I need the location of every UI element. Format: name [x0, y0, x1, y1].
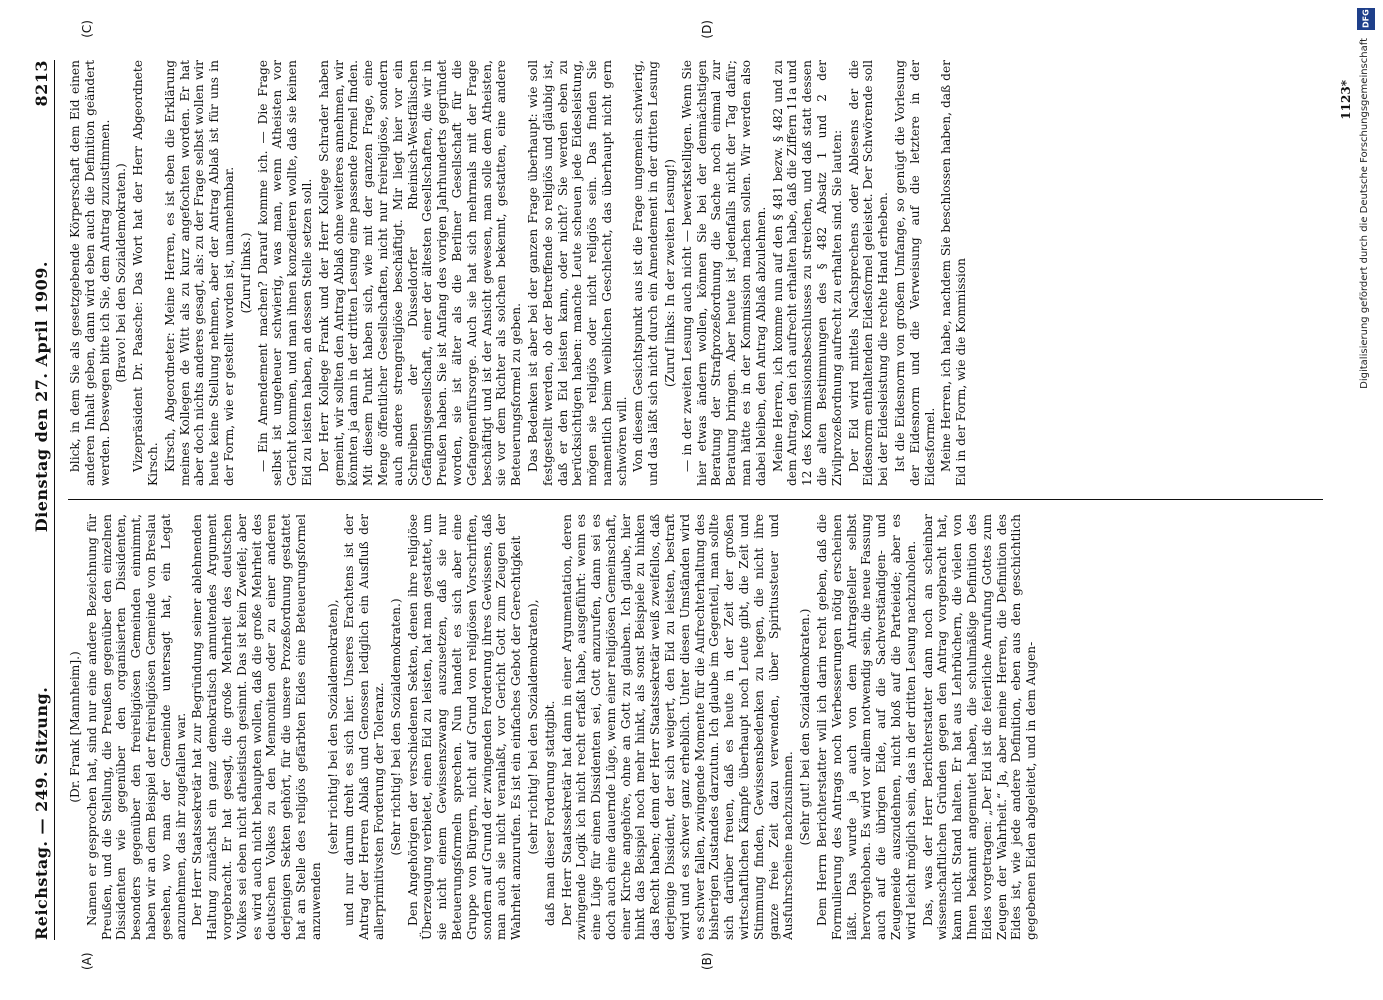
page-header: [28, 60, 55, 940]
dfg-notice: [1357, 8, 1375, 993]
paragraph: Vizepräsident Dr. Paasche: Das Wort hat der Herr Abgeordnete Kirsch.: [131, 60, 160, 486]
header-date: Dienstag den 27. April 1909.: [31, 261, 51, 533]
text-columns: [68, 60, 1323, 940]
paragraph: (Sehr gut! bei den Sozialdemokraten.): [798, 608, 813, 846]
dfg-note: Digitalisierung gefördert durch die Deutsche Forschungsgemeinschaft: [1359, 38, 1370, 389]
signature-mark: 1123*: [1339, 80, 1353, 120]
paragraph: Dem Herrn Berichterstatter will ich darin recht geben, daß die Formulierung des Antrags noch Verbesserungen nötig erscheinen läßt. Das wurde ja auch von dem Antragsteller selbst hervorgehoben. Es wird vor allem notwendig sein, die neue Fassung auch auf die übrigen Eide, auf die Sachverständigen- und Zeugeneide auszudehnen, nicht bloß auf die Parteieide; aber es wird leicht möglich sein, das in der dritten Lesung nachzuholen.: [815, 514, 918, 940]
right-column: [68, 60, 1323, 486]
paragraph: Der Herr Kollege Frank und der Herr Kollege Schrader haben gemeint, wir sollten den Antrag Ablaß ohne weiteres annehmen, wir könnten ja dann in der dritten Lesung eine passende Formel finden. Mit diesem Punkt haben sich, wie mit der ganzen Frage, eine Menge öffentlicher Gesellschaften, nicht nur freireligiöse, sondern auch andere strengreligiöse beschäftigt. Mir liegt hier vor ein Schreiben der Düsseldorfer Rheinisch-Westfälischen Gefängnisgesellschaft, einer der ältesten Gesellschaften, die wir in Preußen haben. Sie ist Anfang des vorigen Jahrhunderts gegründet worden, sie ist älter als die Berliner Gesellschaft für die Gefangenenfürsorge. Auch sie hat sich mehrmals mit der Frage beschäftigt und ist der Ansicht gewesen, man solle dem Atheisten, sie vor dem Richter als solchen bekennt, gestatten, eine andere Beteuerungsformel zu geben.: [316, 60, 524, 486]
left-column: [68, 514, 1323, 940]
paragraph: Ist die Eidesnorm von großem Umfange, so genügt die Vorlesung der Eidesnorm und die Verweisung auf die letztere in der Eidesformel.: [893, 60, 937, 486]
paragraph: blick, in dem Sie als gesetzgebende Körperschaft dem Eid einen anderen Inhalt geben, dann wird eben auch die Definition geändert werden. Deswegen bitte ich Sie, dem Antrag zuzustimmen.: [68, 60, 112, 486]
paragraph: Kirsch, Abgeordneter: Meine Herren, es ist eben die Erklärung meines Kollegen de Witt als zu kurz angefochten worden. Er hat aber doch nichts anderes gesagt, als: zu der Frage selbst wollen wir heute keine Stellung nehmen, aber der Antrag Ablaß ist für uns in der Form, wie er gestellt worden ist, unannehmbar.: [162, 60, 236, 486]
paragraph: und nur darum dreht es sich hier. Unseres Erachtens ist der Antrag der Herren Ablaß und Genossen lediglich ein Ausfluß der allerprimitivsten Forderung der Toleranz.: [342, 514, 386, 940]
paragraph: (sehr richtig! bei den Sozialdemokraten),: [525, 599, 540, 855]
paragraph: Meine Herren, ich komme nun auf den § 481 bezw. § 482 und zu dem Antrag, den ich aufrecht erhalten habe, daß die Ziffern 11a und 12 des Kommissionsbeschlusses zu streichen, und daß statt dessen die alten Bestimmungen des § 482 Absatz 1 und 2 der Zivilprozeßordnung aufrecht zu erhalten sind. Sie lauten:: [770, 60, 844, 486]
paragraph: (Zuruf links: In der zweiten Lesung!): [663, 158, 678, 388]
paragraph: Meine Herren, ich habe, nachdem Sie beschlossen haben, daß der Eid in der Form, wie die Kommission: [939, 60, 969, 486]
paragraph: (Zuruf links.): [238, 232, 253, 314]
margin-mark-c: (C): [80, 20, 94, 38]
paragraph: Namen er gesprochen hat, sind nur eine andere Bezeichnung für Preußen, und die Stellung, die Preußen gegenüber den einzelnen Dissidenten wie gegenüber den organisierten Dissidenten, besonders gegenüber den freireligiösen Gemeinden einnimmt, haben wir an dem Beispiel der freireligiösen Gemeinde von Breslau gesehen, wo man der Gemeinde untersagt hat, ein Legat anzunehmen, das ihr zugefallen war.: [84, 514, 188, 940]
header-left: Reichstag. — 249. Sitzung.: [31, 686, 51, 940]
paragraph: Das Bedenken ist aber bei der ganzen Frage überhaupt: wie soll festgestellt werden, ob der Betreffende so religiös und gläubig ist, daß er den Eid leisten kann, oder nicht? Sie werden eben zu berücksichtigen haben: manche Leute scheuen jede Eidesleistung, mögen sie religiös oder nicht religiös sein. Das finden Sie namentlich beim weiblichen Geschlecht, das überhaupt nicht gern schwören will.: [525, 60, 629, 486]
paragraph: — Ein Amendement machen? Darauf komme ich. — Die Frage selbst ist ungeheuer schwierig, was man, wenn Atheisten vor Gericht kommen, und man ihnen konzedieren wollte, daß sie keinen Eid zu leisten haben, an dessen Stelle setzen soll.: [255, 60, 314, 486]
paragraph: (Dr. Frank [Mannheim].): [68, 651, 82, 803]
margin-mark-d: (D): [700, 20, 714, 39]
paragraph: — in der zweiten Lesung auch nicht — bewerkstelligen. Wenn Sie hier etwas ändern wollen, können Sie bei der demnächstigen Beratung der Strafprozeßordnung die Sache noch einmal zur Beratung bringen. Aber heute ist jedenfalls nicht der Tag dafür; man hätte es in der Kommission machen sollen. Wir werden also dabei bleiben, den Antrag Ablaß abzulehnen.: [679, 60, 768, 486]
paragraph: Der Herr Staatssekretär hat zur Begründung seiner ablehnenden Haltung zunächst ein ganz demokratisch anmutendes Argument vorgebracht. Er hat gesagt, die große Mehrheit des deutschen Volkes sei eben nicht atheistisch gesinnt. Das ist kein Zweifel; aber es wird auch nicht behaupten wollen, daß die große Mehrheit des deutschen Volkes zu den Mennoniten oder zu einer anderen derjenigen Sekten gehört, für die unsere Prozeßordnung gestattet hat an Stelle des religiös gefärbten Eides eine Beteuerungsformel anzuwenden: [190, 514, 323, 940]
paragraph: Der Eid wird mittels Nachsprechens oder Ablesens der die Eidesnorm enthaltenden Eidesformel geleistet. Der Schwörende soll bei der Eidesleistung die rechte Hand erheben.: [846, 60, 891, 486]
margin-mark-a: (A): [80, 952, 94, 970]
margin-mark-b: (B): [700, 952, 714, 970]
page-number: 8213: [31, 60, 51, 107]
paragraph: Das, was der Herr Berichterstatter dann noch an scheinbar wissenschaftlichen Gründen gegen den Antrag vorgebracht hat, kann nicht Stand halten. Er hat aus Lehrbüchern, die vielen von Ihnen bekannt angemutet haben, die schulmäßige Definition des Eides vorgetragen: „Der Eid ist die feierliche Anrufung Gottes zum Zeugen der Wahrheit.“ Ja, aber meine Herren, die Definition des Eides ist, wie jede andere Definition, eben aus den geschichtlich gegebenen Eiden abgeleitet, und in dem Augen-: [920, 514, 1039, 940]
paragraph: daß man dieser Forderung stattgibt.: [542, 700, 557, 926]
paragraph: Der Herr Staatssekretär hat dann in einer Argumentation, deren zwingende Logik ich nicht recht erfaßt habe, ausgeführt: wenn es eine Lüge für einen Dissidenten sei, Gott anzurufen, dann sei es doch auch eine dauernde Lüge, wenn einer religiösen Gemeinschaft, einer Kirche angehöre, ohne an Gott zu glauben. Ich glaube, hier hinkt das Beispiel noch mehr hinkt, als sonst Beispiele zu hinken das Recht haben; denn der Herr Staatssekretär weiß zweifellos, daß derjenige Dissident, der sich weigert, den Eid zu leisten, bestraft wird und es schwer ganz erheblich. Unter diesen Umständen wird es schwer fallen, zwingende Momente für die Aufrechterhaltung des bisherigen Zustandes darzutun. Ich glaube im Gegenteil, man sollte sich darüber freuen, daß es heute in der Zeit der großen wirtschaftlichen Kämpfe überhaupt noch Leute gibt, die Zeit und Stimmung finden, Gewissensbedenken zu hegen, die nicht ihre ganze freie Zeit dazu verwenden, über Spiritussteuer und Ausfuhrscheine nachzusinnen.: [559, 514, 796, 940]
dfg-logo: DFG: [1357, 8, 1375, 30]
paragraph: (sehr richtig! bei den Sozialdemokraten),: [325, 599, 340, 855]
paragraph: (Bravo! bei den Sozialdemokraten.): [114, 163, 129, 383]
paragraph: Von diesem Gesichtspunkt aus ist die Frage ungemein schwierig, und das läßt sich nicht durch ein Amendement in der dritten Lesung: [631, 60, 661, 486]
paragraph: (Sehr richtig! bei den Sozialdemokraten.): [388, 598, 403, 856]
paragraph: Den Angehörigen der verschiedenen Sekten, denen ihre religiöse Überzeugung verbietet, einen Eid zu leisten, hat man gestattet, um sie nicht einem Gewissenszwang auszusetzen, daß sie nur Beteuerungsformeln sprechen. Nun handelt es sich aber eine Gruppe von Bürgern, nicht auf Grund von religiösen Vorschriften, sondern auf Grund der zwingenden Forderung ihres Gewissens, daß man auch sie nicht veranlaßt, vor Gericht Gott zum Zeugen der Wahrheit anzurufen. Es ist ein einfaches Gebot der Gerechtigkeit: [405, 514, 524, 940]
